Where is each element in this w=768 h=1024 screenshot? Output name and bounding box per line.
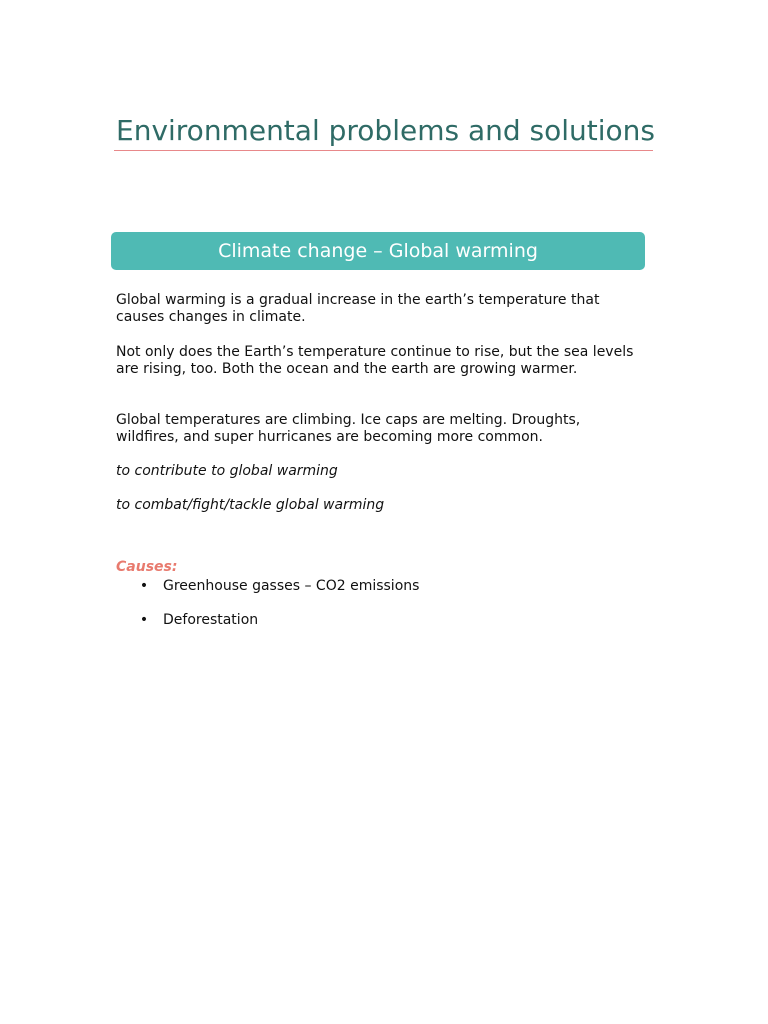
bullet-icon: • [139, 578, 149, 594]
title-underline [114, 150, 653, 151]
document-title-block [116, 111, 656, 150]
bullet-icon: • [139, 612, 149, 628]
paragraph-definition: Global warming is a gradual increase in the earth’s temperature that causes changes in climate. [116, 292, 600, 325]
document-title: Environmental problems and solutions [116, 114, 656, 147]
phrase-contribute: to contribute to global warming [116, 463, 338, 479]
paragraph-temperatures: Global temperatures are climbing. Ice caps are melting. Droughts, wildfires, and super hurricanes are becoming more common. [116, 412, 581, 445]
cause-label: Greenhouse gasses – CO2 emissions [163, 578, 420, 594]
phrase-combat: to combat/fight/tackle global warming [116, 497, 385, 513]
paragraph-sea-levels: Not only does the Earth’s temperature continue to rise, but the sea levels are rising, too. Both the ocean and the earth are growing warmer. [116, 344, 634, 377]
section-heading-banner [111, 232, 645, 270]
section-heading: Climate change – Global warming [218, 240, 538, 262]
cause-label: Deforestation [163, 612, 259, 628]
causes-heading: Causes: [116, 559, 178, 575]
